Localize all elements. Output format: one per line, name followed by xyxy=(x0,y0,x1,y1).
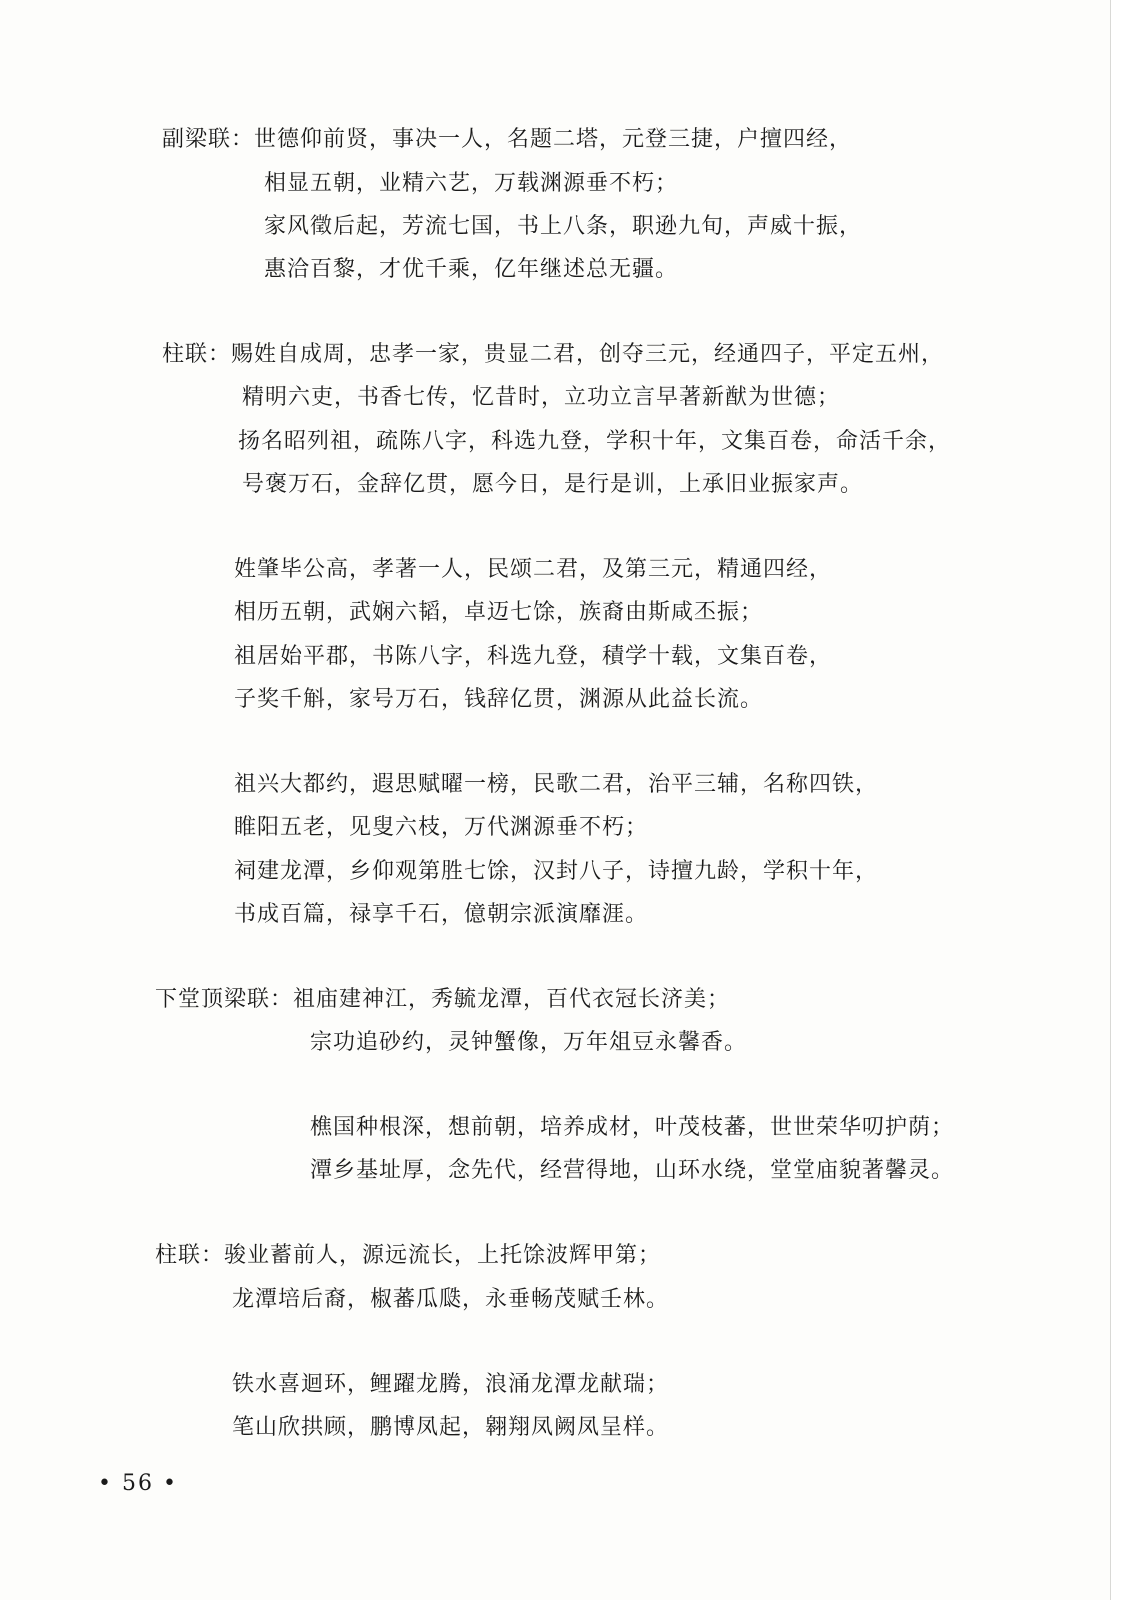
text-line: 下堂顶梁联：祖庙建神江，秀毓龙潭，百代衣冠长济美； xyxy=(155,987,731,1012)
text-line: 号褒万石，金辞亿贯，愿今日，是行是训，上承旧业振家声。 xyxy=(242,472,864,497)
text-line: 柱联：赐姓自成周，忠孝一家，贵显二君，创夺三元，经通四子，平定五州， xyxy=(162,342,945,367)
text-line: 龙潭培后裔，椒蕃瓜瓞，永垂畅茂赋壬林。 xyxy=(232,1287,670,1312)
text-line: 祖居始平郡，书陈八字，科选九登，積学十载，文集百卷， xyxy=(234,644,833,669)
page-number: • 56 • xyxy=(98,1471,178,1496)
text-line: 宗功追砂约，灵钟蟹像，万年俎豆永馨香。 xyxy=(310,1030,748,1055)
text-line: 扬名昭列祖，疏陈八字，科选九登，学积十年，文集百卷，命活千余， xyxy=(238,429,952,454)
text-line: 惠洽百黎，才优千乘，亿年继述总无疆。 xyxy=(264,257,679,282)
text-line: 相历五朝，武娴六韬，卓迈七馀，族裔由斯咸丕振； xyxy=(234,600,764,625)
text-line: 相显五朝，业精六艺，万载渊源垂不朽； xyxy=(264,171,679,196)
text-line: 樵国种根深，想前朝，培养成材，叶茂枝蕃，世世荣华叨护荫； xyxy=(310,1115,955,1140)
text-line: 精明六吏，书香七传，忆昔时，立功立言早著新猷为世德； xyxy=(242,385,841,410)
page-edge xyxy=(1110,0,1134,1600)
text-line: 祠建龙潭，乡仰观第胜七馀，汉封八子，诗擅九龄，学积十年， xyxy=(234,859,879,884)
text-line: 潭乡基址厚，念先代，经营得地，山环水绕，堂堂庙貌著馨灵。 xyxy=(310,1158,955,1183)
text-line: 子奖千斛，家号万石，钱辞亿贯，渊源从此益长流。 xyxy=(234,687,764,712)
text-line: 睢阳五老，见叟六枝，万代渊源垂不朽； xyxy=(234,815,649,840)
text-line: 笔山欣拱顾，鹏博凤起，翱翔凤阙凤呈样。 xyxy=(232,1415,670,1440)
text-line: 副梁联：世德仰前贤，事决一人，名题二塔，元登三捷，户擅四经， xyxy=(162,127,853,152)
text-line: 柱联：骏业蓄前人，源远流长，上托馀波辉甲第； xyxy=(155,1243,662,1268)
text-line: 书成百篇，禄享千石，億朝宗派演靡涯。 xyxy=(234,902,649,927)
text-line: 姓肇毕公高，孝著一人，民颂二君，及第三元，精通四经， xyxy=(234,557,833,582)
text-line: 祖兴大都约，遐思赋曜一榜，民歌二君，治平三辅，名称四铁， xyxy=(234,772,879,797)
text-line: 铁水喜迴环，鲤躍龙腾，浪涌龙潭龙献瑞； xyxy=(232,1372,670,1397)
text-line: 家风徵后起，芳流七国，书上八条，职逊九旬，声威十振， xyxy=(264,214,863,239)
